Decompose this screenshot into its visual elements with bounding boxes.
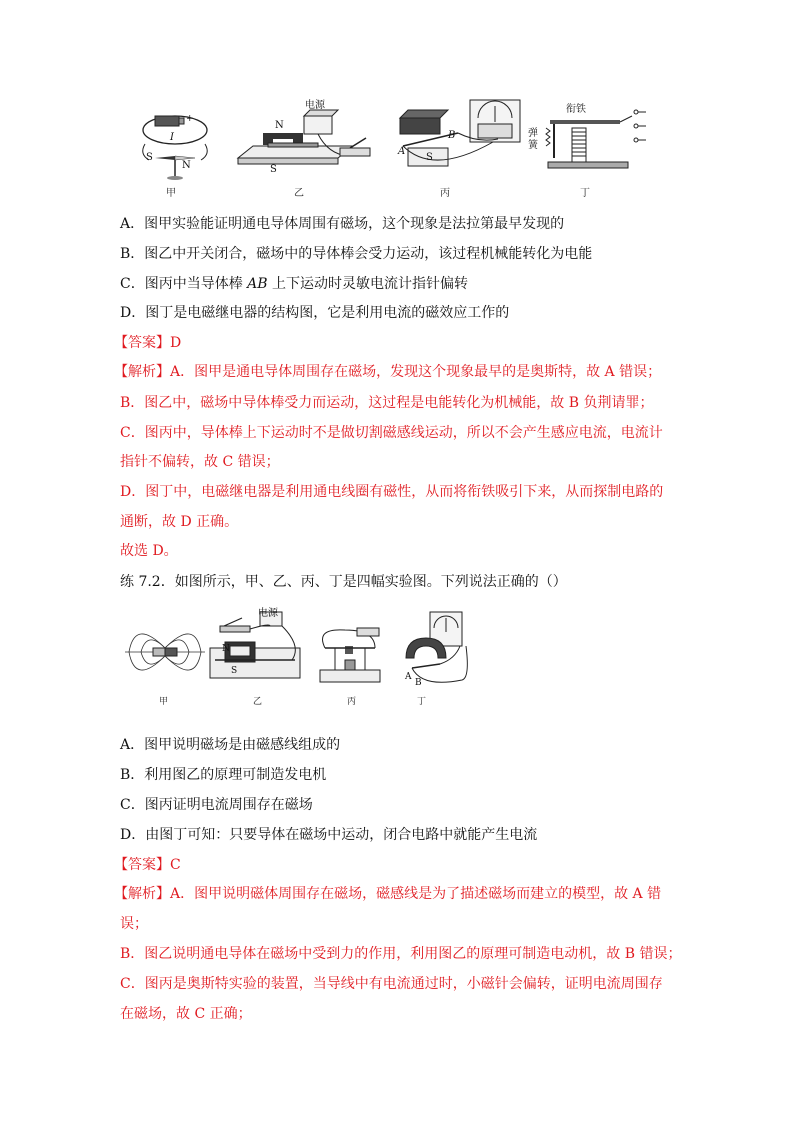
fig1-armature-label: 衔铁 bbox=[566, 104, 586, 115]
fig2-yi-n-label: N bbox=[222, 644, 230, 654]
figure-1: I S N + 电源 N S A B S 衔铁 弹簧 甲 乙 丙 丁 bbox=[130, 98, 650, 203]
fig1-caption-ding: 丁 bbox=[580, 188, 590, 199]
figure-2-panel-bing bbox=[315, 626, 390, 686]
fig2-yi-s-label: S bbox=[231, 666, 238, 676]
q2-option-b: B．利用图乙的原理可制造发电机 bbox=[120, 767, 327, 783]
fig2-b-label: B bbox=[415, 678, 422, 688]
q1-analysis-line-7: 故选 D。 bbox=[120, 543, 178, 559]
q2-stem: 练 7.2．如图所示，甲、乙、丙、丁是四幅实验图。下列说法正确的（） bbox=[120, 574, 567, 590]
q1-analysis-line-2: B．图乙中，磁场中导体棒受力而运动，这过程是电能转化为机械能，故 B 负荆请罪； bbox=[120, 395, 654, 411]
q2-option-c: C．图丙证明电流周围存在磁场 bbox=[120, 797, 313, 813]
figure-2 bbox=[125, 608, 475, 708]
fig1-yi-n-label: N bbox=[275, 120, 284, 131]
q2-analysis-line-4: C．图丙是奥斯特实验的装置，当导线中有电流通过时，小磁针会偏转，证明电流周围存 bbox=[120, 976, 663, 992]
fig2-a-label: A bbox=[405, 672, 412, 682]
q2-option-a: A．图甲说明磁场是由磁感线组成的 bbox=[120, 737, 341, 753]
fig2-caption-ding: 丁 bbox=[417, 697, 427, 707]
fig1-caption-bing: 丙 bbox=[440, 188, 450, 199]
q2-answer: 【答案】C bbox=[114, 857, 181, 873]
figure-1-panel-jia bbox=[130, 98, 220, 183]
q2-option-d: D．由图丁可知：只要导体在磁场中运动，闭合电路中就能产生电流 bbox=[120, 827, 538, 843]
q1-analysis-line-3: C．图丙中，导体棒上下运动时不是做切割磁感线运动，所以不会产生感应电流，电流计 bbox=[120, 425, 663, 441]
fig1-yi-s-label: S bbox=[270, 164, 277, 175]
fig1-caption-jia: 甲 bbox=[166, 188, 176, 199]
q1-option-d: D．图丁是电磁继电器的结构图，它是利用电流的磁效应工作的 bbox=[120, 305, 510, 321]
q1-analysis-line-1: 【解析】A．图甲是通电导体周围存在磁场，发现这个现象最早的是奥斯特，故 A 错误； bbox=[114, 364, 662, 380]
q1-analysis-line-4: 指针不偏转，故 C 错误； bbox=[120, 454, 280, 470]
fig1-current-label: I bbox=[170, 132, 174, 143]
fig1-s-label: S bbox=[146, 152, 153, 163]
fig1-b-label: B bbox=[448, 130, 456, 141]
fig1-a-label: A bbox=[398, 146, 406, 157]
fig1-n-label: N bbox=[182, 160, 191, 171]
figure-1-panel-ding bbox=[540, 98, 650, 183]
q1-option-a: A．图甲实验能证明通电导体周围有磁场，这个现象是法拉第最早发现的 bbox=[120, 216, 565, 232]
q1-option-c: C．图丙中当导体棒 AB 上下运动时灵敏电流计指针偏转 bbox=[120, 276, 469, 292]
fig1-power-label: 电源 bbox=[305, 100, 325, 111]
fig1-bing-s-label: S bbox=[426, 152, 433, 163]
figure-2-panel-jia bbox=[125, 618, 205, 688]
q2-analysis-line-5: 在磁场，故 C 正确； bbox=[120, 1006, 252, 1022]
figure-1-panel-bing bbox=[398, 98, 528, 183]
fig2-power-label: 电源 bbox=[258, 608, 278, 619]
q2-analysis-line-1: 【解析】A．图甲说明磁体周围存在磁场，磁感线是为了描述磁场而建立的模型，故 A 错 bbox=[114, 886, 662, 902]
q1-option-b: B．图乙中开关闭合，磁场中的导体棒会受力运动，该过程机械能转化为电能 bbox=[120, 246, 593, 262]
q2-analysis-line-3: B．图乙说明通电导体在磁场中受到力的作用，利用图乙的原理可制造电动机，故 B 错误； bbox=[120, 946, 682, 962]
q1-analysis-line-6: 通断，故 D 正确。 bbox=[120, 514, 239, 530]
fig2-caption-bing: 丙 bbox=[347, 697, 357, 707]
fig1-spring-label: 弹簧 bbox=[528, 128, 538, 151]
q2-analysis-line-2: 误； bbox=[120, 916, 148, 932]
q1-analysis-line-5: D．图丁中，电磁继电器是利用通电线圈有磁性，从而将衔铁吸引下来，从而探制电路的 bbox=[120, 484, 664, 500]
q1-answer: 【答案】D bbox=[114, 335, 182, 351]
fig2-caption-yi: 乙 bbox=[253, 697, 263, 707]
fig2-caption-jia: 甲 bbox=[159, 697, 169, 707]
fig1-caption-yi: 乙 bbox=[294, 188, 304, 199]
